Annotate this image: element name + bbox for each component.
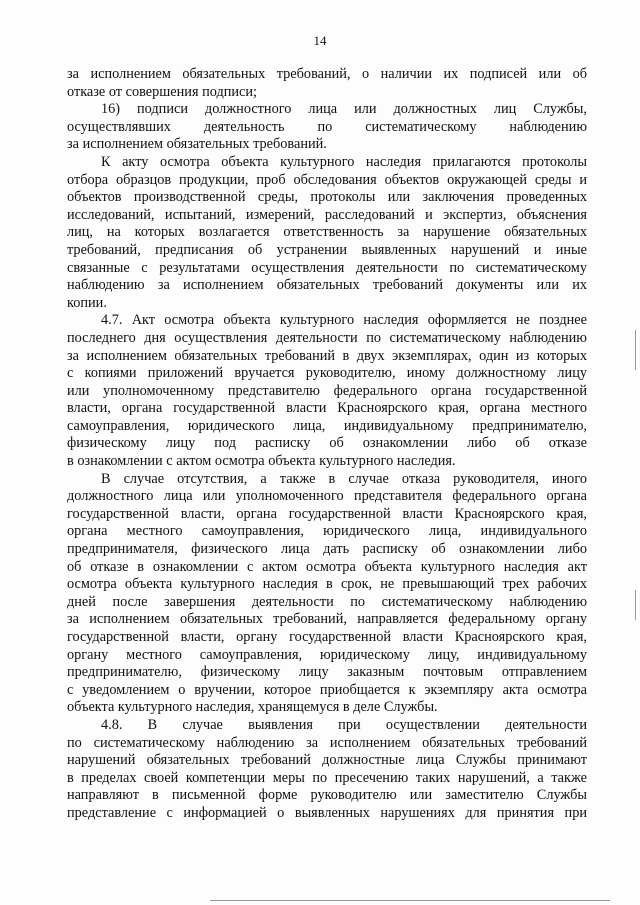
document-body — [67, 66, 587, 823]
text-line: физическому лицу под расписку об ознакомлении либо об отказе — [67, 435, 587, 452]
text-line: копии. — [67, 294, 107, 311]
scan-edge-mark — [635, 590, 636, 620]
text-line: или уполномоченному представителю федерального органа государственной — [67, 382, 587, 399]
text-line: В случае отсутствия, а также в случае отказа руководителя, иного — [101, 470, 587, 487]
text-line: за исполнением обязательных требований. — [67, 136, 327, 153]
text-line: объекта культурного наследия, хранящемуся в деле Службы. — [67, 699, 438, 716]
text-line: с уведомлением о вручении, которое приобщается к экземпляру акта осмотра — [67, 681, 587, 698]
text-line: осмотра объекта культурного наследия в срок, не превышающий трех рабочих — [67, 576, 587, 593]
text-line: за исполнением обязательных требований, направляется федеральному органу — [67, 611, 587, 628]
scan-edge-mark — [635, 330, 636, 370]
text-line: за исполнением обязательных требований в двух экземплярах, один из которых — [67, 347, 587, 364]
text-line: последнего дня осуществления деятельности по систематическому наблюдению — [67, 329, 587, 346]
text-line: объектов производственной среды, протоколы или заключения проведенных — [67, 189, 587, 206]
text-line: с копиями приложений вручается руководителю, иному должностному лицу — [67, 365, 587, 382]
text-line: исследований, испытаний, измерений, расследований и экспертиз, объяснения — [67, 206, 587, 223]
text-line: представление с информацией о выявленных нарушениях для принятия при — [67, 804, 587, 821]
text-line: государственной власти, органу государственной власти Красноярского края, — [67, 629, 587, 645]
text-line: в ознакомлении с актом осмотра объекта культурного наследия. — [67, 453, 456, 470]
page-number: 14 — [313, 33, 327, 48]
text-line: лиц, на которых возлагается ответственность за нарушение обязательных — [67, 224, 587, 241]
text-line: об отказе в ознакомлении с актом осмотра объекта культурного наследия акт — [67, 558, 587, 575]
text-line: самоуправления, юридического лица, индивидуальному предпринимателю, — [67, 417, 587, 434]
text-line: отказе от совершения подписи; — [67, 83, 258, 100]
text-line: предпринимателя, физического лица дать расписку об ознакомлении либо — [67, 541, 587, 558]
text-line: наблюдению за исполнением обязательных требований документы или их — [67, 277, 587, 294]
text-line: 4.7. Акт осмотра объекта культурного наследия оформляется не позднее — [101, 312, 587, 329]
text-line: 16) подписи должностного лица или должностных лиц Службы, — [101, 101, 587, 118]
text-line: нарушений обязательных требований должностные лица Службы принимают — [67, 752, 587, 769]
text-line: должностного лица или уполномоченного представителя федерального органа — [67, 488, 587, 505]
text-line: власти, органа государственной власти Красноярского края, органа местного — [67, 400, 587, 417]
text-line: требований, предписания об устранении выявленных нарушений и иные — [67, 241, 587, 258]
text-line: органа местного самоуправления, юридического лица, индивидуального — [67, 523, 587, 540]
text-line: государственной власти, органа государственной власти Красноярского края, — [67, 505, 587, 522]
text-line: в пределах своей компетенции меры по пресечению таких нарушений, а также — [67, 769, 587, 786]
text-line: дней после завершения деятельности по систематическому наблюдению — [67, 593, 587, 610]
text-line: направляют в письменной форме руководителю или заместителю Службы — [67, 787, 587, 804]
text-line: предпринимателю, физическому лицу заказным почтовым отправлением — [67, 664, 587, 681]
text-line: связанные с результатами осуществления деятельности по систематическому — [67, 259, 587, 276]
text-line: осуществлявших деятельность по систематическому наблюдению — [67, 118, 587, 135]
text-line: К акту осмотра объекта культурного наследия прилагаются протоколы — [101, 153, 587, 170]
text-line: за исполнением обязательных требований, о наличии их подписей или об — [67, 66, 587, 82]
text-line: по систематическому наблюдению за исполнением обязательных требований — [67, 734, 587, 751]
scan-bottom-line — [210, 900, 610, 901]
text-line: органу местного самоуправления, юридическому лицу, индивидуальному — [67, 646, 587, 663]
text-line: отбора образцов продукции, проб обследования объектов окружающей среды и — [67, 171, 587, 188]
text-line: 4.8. В случае выявления при осуществлении деятельности — [101, 716, 587, 733]
